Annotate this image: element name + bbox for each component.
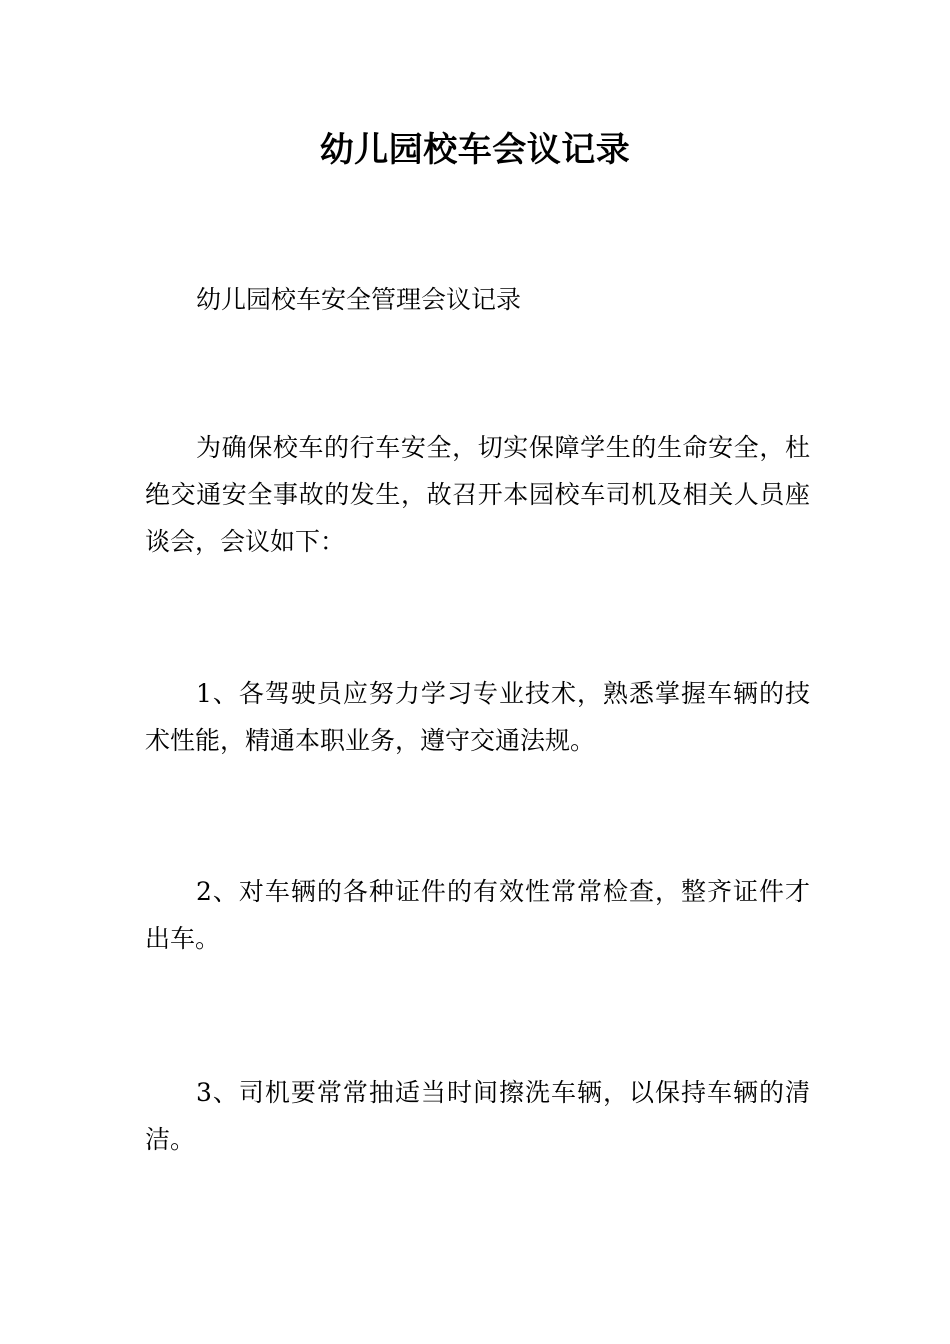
intro-paragraph: 为确保校车的行车安全，切实保障学生的生命安全，杜绝交通安全事故的发生，故召开本园校车司机及相关人员座谈会，会议如下： (145, 433, 810, 556)
list-item-3: 3、司机要常常抽适当时间擦洗车辆，以保持车辆的清洁。 (145, 1078, 810, 1154)
list-item-2: 2、对车辆的各种证件的有效性常常检查，整齐证件才出车。 (145, 877, 810, 953)
list-item-1: 1、各驾驶员应努力学习专业技术，熟悉掌握车辆的技术性能，精通本职业务，遵守交通法规。 (145, 679, 810, 755)
document-subtitle: 幼儿园校车安全管理会议记录 (196, 285, 522, 314)
document-title: 幼儿园校车会议记录 (319, 130, 631, 170)
